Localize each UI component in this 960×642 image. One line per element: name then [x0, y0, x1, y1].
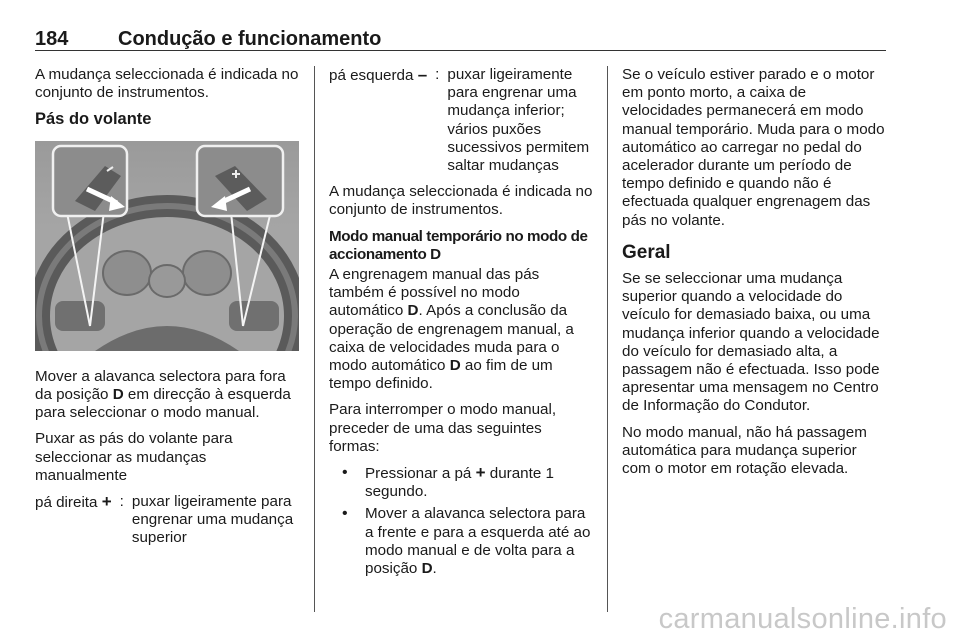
column-1 [35, 66, 301, 556]
paragraph: No modo manual, não há passagem automática para mudança superior com o motor em rotação elevada. [622, 423, 867, 478]
list-item: • Pressionar a pá + durante 1 segundo. [329, 464, 595, 501]
watermark: carmanualsonline.info [658, 603, 947, 635]
column-divider [314, 66, 315, 612]
plus-icon: + [475, 463, 486, 483]
header-rule [35, 50, 886, 51]
subheading: Modo manual temporário no modo de accionamento D [329, 227, 588, 263]
page-title: Condução e funcionamento [118, 28, 382, 50]
paragraph: A mudança seleccionada é indicada no conjunto de instrumentos. [329, 183, 593, 219]
intro-paragraph: A mudança seleccionada é indicada no conjunto de instrumentos. [35, 66, 299, 102]
paragraph: Se o veículo estiver parado e o motor em ponto morto, a caixa de velocidades permanecerá em modo manual temporário. Muda para o modo automático ao carregar no pedal do acelerador durante um período de tempo definido e quando não é efectuada qualquer engrenagem das pás no volante. [622, 66, 885, 229]
paragraph: Mover a alavanca selectora para fora da posição D em direcção à esquerda para seleccionar o modo manual. [35, 367, 291, 422]
paragraph: Puxar as pás do volante para seleccionar as mudanças manualmente [35, 430, 233, 484]
paragraph: Se se seleccionar uma mudança superior quando a velocidade do veículo for demasiado baixa, ou uma mudança inferior quando a velocidade do veículo for demasiado alta, a passagem não é efectuada. Isso pode apresentar uma mensagem no Centro de Informação do Condutor. [622, 270, 880, 415]
definition-left-paddle: pá esquerda – : puxar ligeiramente para engrenar uma mudança inferior; vários puxões sucessivos permitem saltar mudanças [329, 65, 590, 175]
bullet-list [329, 464, 595, 578]
paragraph: Para interromper o modo manual, preceder de uma das seguintes formas: [329, 401, 557, 455]
column-2 [329, 66, 595, 584]
section-heading: Geral [622, 241, 671, 263]
section-heading: Pás do volante [35, 110, 152, 129]
column-divider [607, 66, 608, 612]
minus-icon: – [417, 65, 428, 84]
definition-right-paddle: pá direita + : puxar ligeiramente para engrenar uma mudança superior [35, 492, 294, 547]
steering-wheel-paddles-illustration [35, 141, 299, 351]
page-header [35, 28, 885, 52]
column-3 [622, 66, 888, 486]
plus-icon: + [101, 492, 112, 512]
list-item: • Mover a alavanca selectora para a frente e para a esquerda até ao modo manual e de volta para a posição D. [329, 505, 595, 578]
page-number: 184 [35, 28, 69, 50]
paragraph: A engrenagem manual das pás também é possível no modo automático D. Após a conclusão da operação de engrenagem manual, a caixa de velocidades muda para o modo automático D ao fim de um tempo definido. [329, 266, 574, 393]
